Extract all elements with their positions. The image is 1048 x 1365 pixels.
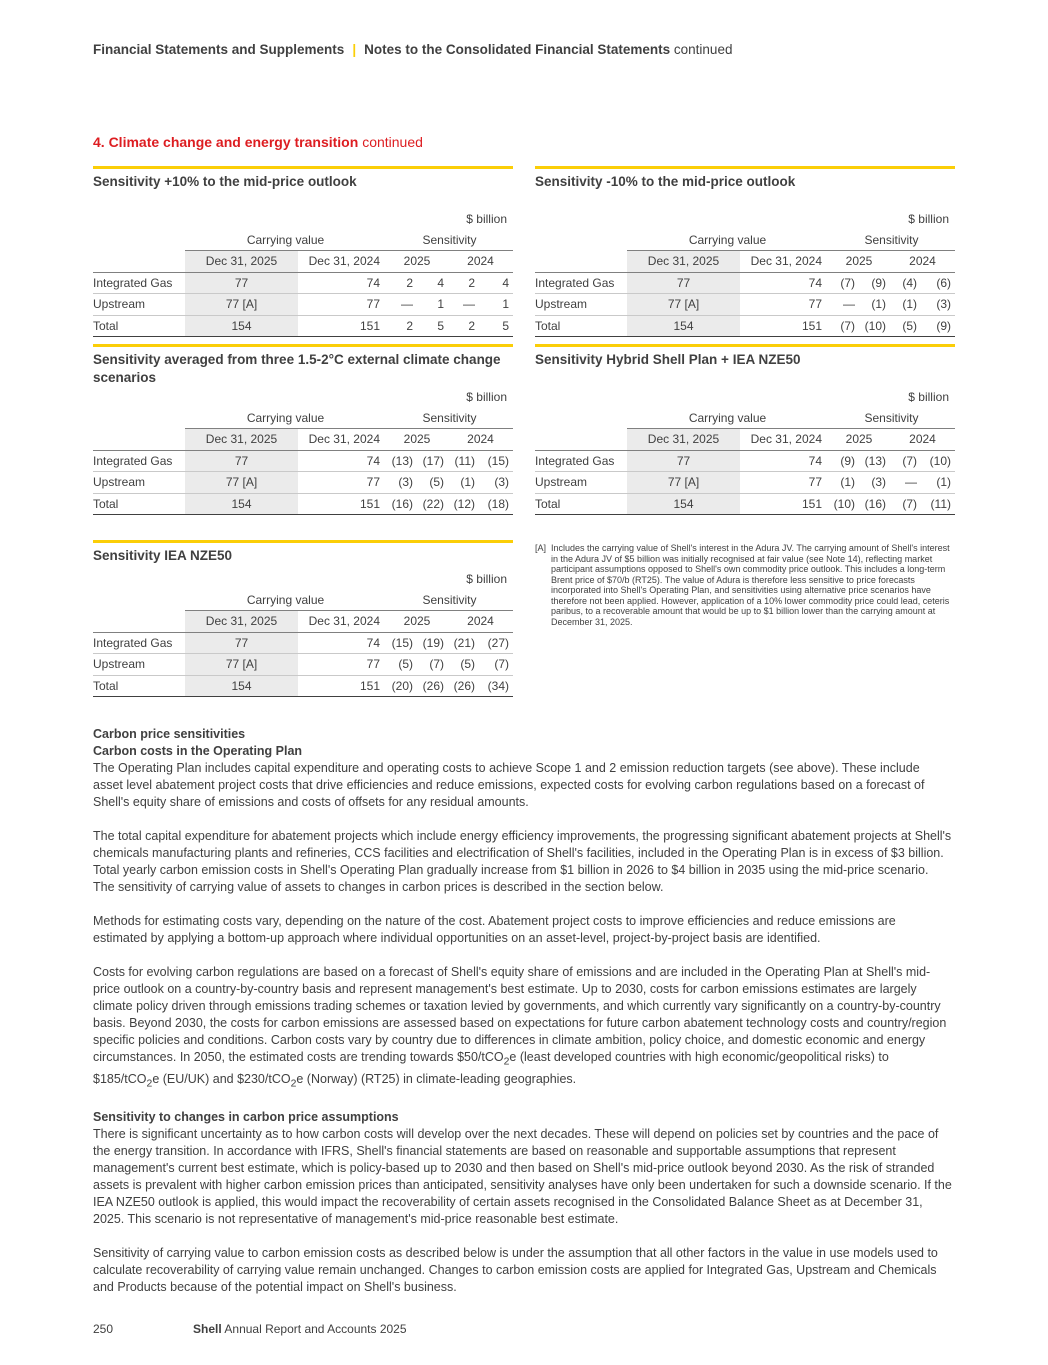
col-dec-2025: Dec 31, 2025 bbox=[185, 251, 298, 273]
heading-carbon-costs: Carbon costs in the Operating Plan bbox=[93, 744, 303, 758]
carrying-2025: 77 bbox=[627, 272, 740, 294]
sensitivity-value: (20) bbox=[386, 675, 417, 697]
col-dec-2025: Dec 31, 2025 bbox=[627, 429, 740, 451]
carrying-2025: 77 bbox=[185, 272, 298, 294]
sensitivity-value: (1) bbox=[921, 472, 955, 494]
carrying-2025: 77 bbox=[185, 450, 298, 472]
col-2025: 2025 bbox=[386, 611, 448, 633]
col-dec-2025: Dec 31, 2025 bbox=[627, 251, 740, 273]
carrying-2024: 77 bbox=[298, 294, 386, 316]
carrying-2024: 151 bbox=[298, 315, 386, 337]
sensitivity-value: (12) bbox=[448, 493, 479, 515]
col-dec-2024: Dec 31, 2024 bbox=[298, 611, 386, 633]
sensitivity-value: (10) bbox=[859, 315, 890, 337]
sensitivity-value: — bbox=[448, 294, 479, 316]
row-label: Total bbox=[93, 493, 185, 515]
carrying-2025: 77 bbox=[627, 450, 740, 472]
carrying-2024: 77 bbox=[740, 294, 828, 316]
sensitivity-value: 2 bbox=[386, 315, 417, 337]
row-label: Upstream bbox=[535, 294, 627, 316]
sensitivity-value: (10) bbox=[828, 493, 859, 515]
carrying-value-header: Carrying value bbox=[185, 590, 386, 611]
sensitivity-table bbox=[535, 209, 955, 337]
row-label: Total bbox=[535, 493, 627, 515]
table-row bbox=[535, 315, 955, 337]
table-averaged-scenarios bbox=[93, 344, 513, 515]
carrying-value-header: Carrying value bbox=[185, 408, 386, 429]
paragraph-2: The total capital expenditure for abatement projects which include energy efficiency improvements, the progressing significant abatement projects at Shell's chemicals manufacturing plants and refineries, CCS facilities and electrification of Shell's facilities, included in the Operating Plan is in excess of $3 billion. Total yearly carbon emission costs in Shell's Operating Plan gradually increase from $1 billion in 2026 to $4 billion in 2035 using the mid-price scenario. The sensitivity of carrying value of assets to changes in carbon prices is described in the section below. bbox=[93, 829, 952, 894]
carrying-2025: 154 bbox=[627, 493, 740, 515]
table-row bbox=[535, 450, 955, 472]
paragraph-6: Sensitivity of carrying value to carbon emission costs as described below is under the assumption that all other factors in the value in use models used to calculate recoverability of carrying value remain unchanged. Changes to carbon emission costs are applied for Integrated Gas, Upstream and Chemicals and Products because of the potential impact on Shell's business. bbox=[93, 1246, 938, 1294]
sensitivity-value: (3) bbox=[479, 472, 513, 494]
table-row bbox=[93, 294, 513, 316]
sensitivity-value: 1 bbox=[479, 294, 513, 316]
sensitivity-value: 2 bbox=[448, 315, 479, 337]
sensitivity-value: 4 bbox=[479, 272, 513, 294]
sensitivity-value: (10) bbox=[921, 450, 955, 472]
sensitivity-value: (4) bbox=[890, 272, 921, 294]
table-row bbox=[535, 294, 955, 316]
sensitivity-value: (1) bbox=[859, 294, 890, 316]
carrying-value-header: Carrying value bbox=[627, 230, 828, 251]
p4-part-c: e (EU/UK) and $230/tCO bbox=[152, 1071, 291, 1086]
table-title: Sensitivity -10% to the mid-price outlook bbox=[535, 174, 796, 189]
footnote-a bbox=[535, 543, 955, 627]
sensitivity-value: (7) bbox=[828, 315, 859, 337]
col-2025: 2025 bbox=[828, 251, 890, 273]
carrying-2025: 77 [A] bbox=[627, 472, 740, 494]
p4-part-a: Costs for evolving carbon regulations are based on a forecast of Shell's equity share of emissions and are included in the Operating Plan at Shell's mid-price outlook on a country-by-country basis and represent management's best estimate. Up to 2030, costs for carbon emissions estimates are largely climate policy driven through emissions trading schemes or taxation levied by governments, and which currently vary significantly on a country-by-country basis. Beyond 2030, the costs for carbon emissions are assessed based on expectations for future carbon abatement technology costs and country/region specific policies and conditions. Carbon costs vary by country due to differences in climate ambition, policy choice, and domestic economic and energy circumstances. In 2050, the estimated costs are trending towards $50/tCO bbox=[93, 965, 947, 1064]
carrying-2025: 154 bbox=[185, 675, 298, 697]
sensitivity-value: (11) bbox=[448, 450, 479, 472]
sensitivity-value: (26) bbox=[417, 675, 448, 697]
sensitivity-value: (13) bbox=[386, 450, 417, 472]
row-label: Upstream bbox=[93, 294, 185, 316]
row-label: Integrated Gas bbox=[93, 272, 185, 294]
carrying-value-header: Carrying value bbox=[627, 408, 828, 429]
sensitivity-value: (6) bbox=[921, 272, 955, 294]
col-2025: 2025 bbox=[386, 429, 448, 451]
sensitivity-value: — bbox=[386, 294, 417, 316]
sensitivity-value: (11) bbox=[921, 493, 955, 515]
sensitivity-value: (34) bbox=[479, 675, 513, 697]
table-row bbox=[535, 272, 955, 294]
carrying-2024: 74 bbox=[298, 450, 386, 472]
carrying-2024: 77 bbox=[740, 472, 828, 494]
carrying-2024: 74 bbox=[740, 272, 828, 294]
heading-sensitivity-carbon: Sensitivity to changes in carbon price assumptions bbox=[93, 1110, 399, 1124]
header-section: Financial Statements and Supplements bbox=[93, 42, 345, 57]
sensitivity-value: — bbox=[828, 294, 859, 316]
table-row bbox=[93, 493, 513, 515]
table-row bbox=[535, 493, 955, 515]
sensitivity-value: (18) bbox=[479, 493, 513, 515]
row-label: Upstream bbox=[535, 472, 627, 494]
col-2025: 2025 bbox=[386, 251, 448, 273]
carrying-2024: 74 bbox=[298, 632, 386, 654]
table-hybrid-nze50 bbox=[535, 344, 955, 515]
table-row bbox=[93, 654, 513, 676]
carrying-2024: 151 bbox=[740, 493, 828, 515]
unit-label: $ billion bbox=[908, 212, 949, 227]
col-2024: 2024 bbox=[890, 251, 955, 273]
row-label: Upstream bbox=[93, 654, 185, 676]
col-2024: 2024 bbox=[448, 429, 513, 451]
sensitivity-value: (5) bbox=[890, 315, 921, 337]
carrying-2025: 77 [A] bbox=[185, 654, 298, 676]
sensitivity-value: (7) bbox=[890, 493, 921, 515]
col-dec-2024: Dec 31, 2024 bbox=[298, 429, 386, 451]
sensitivity-value: (15) bbox=[386, 632, 417, 654]
sensitivity-value: (27) bbox=[479, 632, 513, 654]
sub-2-c: 2 bbox=[290, 1078, 297, 1089]
sensitivity-value: — bbox=[890, 472, 921, 494]
sensitivity-table bbox=[93, 387, 513, 515]
sensitivity-value: (17) bbox=[417, 450, 448, 472]
col-2024: 2024 bbox=[448, 251, 513, 273]
sensitivity-value: (16) bbox=[386, 493, 417, 515]
section-title bbox=[93, 134, 423, 150]
footer-report: Annual Report and Accounts 2025 bbox=[224, 1322, 407, 1336]
unit-label: $ billion bbox=[466, 212, 507, 227]
section-title-suffix: continued bbox=[362, 134, 423, 150]
header-subsection: Notes to the Consolidated Financial Statements bbox=[364, 42, 671, 57]
sensitivity-value: 2 bbox=[448, 272, 479, 294]
table-title: Sensitivity +10% to the mid-price outlook bbox=[93, 174, 357, 189]
sensitivity-value: (15) bbox=[479, 450, 513, 472]
sensitivity-table bbox=[93, 209, 513, 337]
sensitivity-value: (5) bbox=[448, 654, 479, 676]
sensitivity-value: (7) bbox=[417, 654, 448, 676]
sub-2-b: 2 bbox=[146, 1078, 153, 1089]
p4-part-b: e (least developed countries with high economic/geopolitical risks) to $185/tCO bbox=[93, 1050, 889, 1086]
table-iea-nze50 bbox=[93, 540, 513, 697]
unit-label: $ billion bbox=[466, 572, 507, 587]
sensitivity-value: 1 bbox=[417, 294, 448, 316]
table-minus-10 bbox=[535, 166, 955, 337]
paragraph-4 bbox=[93, 964, 953, 1092]
page-header bbox=[93, 42, 732, 57]
row-label: Integrated Gas bbox=[93, 450, 185, 472]
sensitivity-table bbox=[93, 569, 513, 697]
sensitivity-value: 4 bbox=[417, 272, 448, 294]
carrying-2025: 154 bbox=[185, 315, 298, 337]
table-row bbox=[93, 675, 513, 697]
sensitivity-value: (1) bbox=[828, 472, 859, 494]
sensitivity-value: (16) bbox=[859, 493, 890, 515]
sensitivity-header: Sensitivity bbox=[386, 230, 513, 251]
sensitivity-value: (19) bbox=[417, 632, 448, 654]
sensitivity-value: (26) bbox=[448, 675, 479, 697]
sensitivity-value: (3) bbox=[386, 472, 417, 494]
page-footer bbox=[93, 1322, 407, 1336]
col-dec-2025: Dec 31, 2025 bbox=[185, 611, 298, 633]
sensitivity-value: (5) bbox=[386, 654, 417, 676]
footnote-marker: [A] bbox=[535, 543, 547, 553]
unit-label: $ billion bbox=[908, 390, 949, 405]
sensitivity-value: 5 bbox=[417, 315, 448, 337]
table-row bbox=[535, 472, 955, 494]
header-separator: | bbox=[352, 42, 357, 57]
table-plus-10 bbox=[93, 166, 513, 337]
carrying-2024: 151 bbox=[298, 675, 386, 697]
page-number: 250 bbox=[93, 1322, 114, 1336]
table-title: Sensitivity Hybrid Shell Plan + IEA NZE50 bbox=[535, 352, 801, 367]
sensitivity-value: (9) bbox=[921, 315, 955, 337]
row-label: Total bbox=[93, 315, 185, 337]
table-row bbox=[93, 315, 513, 337]
sensitivity-value: (13) bbox=[859, 450, 890, 472]
sensitivity-value: (21) bbox=[448, 632, 479, 654]
sensitivity-value: (1) bbox=[890, 294, 921, 316]
carrying-2024: 74 bbox=[298, 272, 386, 294]
sensitivity-value: (5) bbox=[417, 472, 448, 494]
carrying-2025: 154 bbox=[627, 315, 740, 337]
sensitivity-header: Sensitivity bbox=[386, 590, 513, 611]
footnote-text: Includes the carrying value of Shell's interest in the Adura JV. The carrying amount of Shell's interest in the Adura JV of $5 billion was initially recognised at fair value (see Note 14), reflecting market participant assumptions opposed to Shell's own commodity price outlook. This includes a long-term Brent price of $70/b (RT25). The value of Adura is therefore less sensitive to price forecasts incorporated into Shell's Operating Plan, and sensitivities using alternative price scenarios have therefore not been applied. However, application of a 10% lower commodity price could lead, ceteris paribus, to a recoverable amount that would be up to $1 billion lower than the carrying amount at December 31, 2025. bbox=[551, 543, 950, 627]
table-title: Sensitivity IEA NZE50 bbox=[93, 548, 233, 563]
sensitivity-value: 5 bbox=[479, 315, 513, 337]
sensitivity-table bbox=[535, 387, 955, 515]
sensitivity-value: 2 bbox=[386, 272, 417, 294]
carrying-2025: 154 bbox=[185, 493, 298, 515]
header-suffix: continued bbox=[673, 42, 733, 57]
row-label: Integrated Gas bbox=[535, 450, 627, 472]
col-2025: 2025 bbox=[828, 429, 890, 451]
table-row bbox=[93, 632, 513, 654]
carrying-2024: 74 bbox=[740, 450, 828, 472]
sensitivity-header: Sensitivity bbox=[828, 230, 955, 251]
body-text bbox=[93, 726, 953, 1313]
row-label: Total bbox=[535, 315, 627, 337]
row-label: Integrated Gas bbox=[93, 632, 185, 654]
col-2024: 2024 bbox=[890, 429, 955, 451]
carrying-2025: 77 bbox=[185, 632, 298, 654]
carrying-2024: 151 bbox=[740, 315, 828, 337]
heading-carbon-price: Carbon price sensitivities bbox=[93, 727, 246, 741]
sensitivity-value: (7) bbox=[890, 450, 921, 472]
footer-brand: Shell bbox=[193, 1322, 222, 1336]
table-row bbox=[93, 272, 513, 294]
table-row bbox=[93, 450, 513, 472]
sensitivity-value: (3) bbox=[859, 472, 890, 494]
carrying-2024: 77 bbox=[298, 472, 386, 494]
sensitivity-value: (3) bbox=[921, 294, 955, 316]
sensitivity-header: Sensitivity bbox=[386, 408, 513, 429]
row-label: Upstream bbox=[93, 472, 185, 494]
row-label: Integrated Gas bbox=[535, 272, 627, 294]
col-dec-2024: Dec 31, 2024 bbox=[740, 429, 828, 451]
col-dec-2025: Dec 31, 2025 bbox=[185, 429, 298, 451]
sensitivity-value: (7) bbox=[828, 272, 859, 294]
sensitivity-value: (9) bbox=[859, 272, 890, 294]
carrying-2025: 77 [A] bbox=[627, 294, 740, 316]
carrying-value-header: Carrying value bbox=[185, 230, 386, 251]
col-dec-2024: Dec 31, 2024 bbox=[298, 251, 386, 273]
carrying-2024: 77 bbox=[298, 654, 386, 676]
sensitivity-value: (9) bbox=[828, 450, 859, 472]
col-2024: 2024 bbox=[448, 611, 513, 633]
carrying-2025: 77 [A] bbox=[185, 472, 298, 494]
table-row bbox=[93, 472, 513, 494]
row-label: Total bbox=[93, 675, 185, 697]
table-title: Sensitivity averaged from three 1.5-2°C external climate change scenarios bbox=[93, 352, 501, 385]
sensitivity-value: (1) bbox=[448, 472, 479, 494]
unit-label: $ billion bbox=[466, 390, 507, 405]
carrying-2025: 77 [A] bbox=[185, 294, 298, 316]
sensitivity-value: (7) bbox=[479, 654, 513, 676]
paragraph-5: There is significant uncertainty as to how carbon costs will develop over the next decades. These will depend on policies set by countries and the pace of the energy transition. In accordance with IFRS, Shell's financial statements are based on reasonable and supportable assumptions that represent management's current best estimate, which is policy-based up to 2030 and then based on Shell's mid-price outlook beyond 2030. As the risk of stranded assets is prevalent with higher carbon emission prices than anticipated, sensitivity analyses have only been undertaken for such a downside scenario. If the IEA NZE50 outlook is applied, this would impact the recoverability of certain assets recognised in the Consolidated Balance Sheet as at December 31, 2025. This scenario is not representative of management's mid-price reasonable best estimate. bbox=[93, 1127, 952, 1226]
p4-part-d: e (Norway) (RT25) in climate-leading geographies. bbox=[296, 1071, 577, 1086]
sensitivity-value: (22) bbox=[417, 493, 448, 515]
section-title-main: 4. Climate change and energy transition bbox=[93, 134, 359, 150]
sensitivity-header: Sensitivity bbox=[828, 408, 955, 429]
paragraph-3: Methods for estimating costs vary, depending on the nature of the cost. Abatement project costs to improve efficiencies and reduce emissions are estimated by applying a bottom-up approach where individual opportunities on an asset-level, project-by-project basis are identified. bbox=[93, 914, 896, 945]
col-dec-2024: Dec 31, 2024 bbox=[740, 251, 828, 273]
carrying-2024: 151 bbox=[298, 493, 386, 515]
sub-2-a: 2 bbox=[503, 1056, 510, 1068]
paragraph-1: The Operating Plan includes capital expenditure and operating costs to achieve Scope 1 and 2 emission reduction targets (see above). These include asset level abatement project costs that drive efficiencies and reduce emissions, expected costs for evolving carbon regulations based on a forecast of Shell's equity share of emissions and costs of offsets for any residual amounts. bbox=[93, 761, 925, 809]
